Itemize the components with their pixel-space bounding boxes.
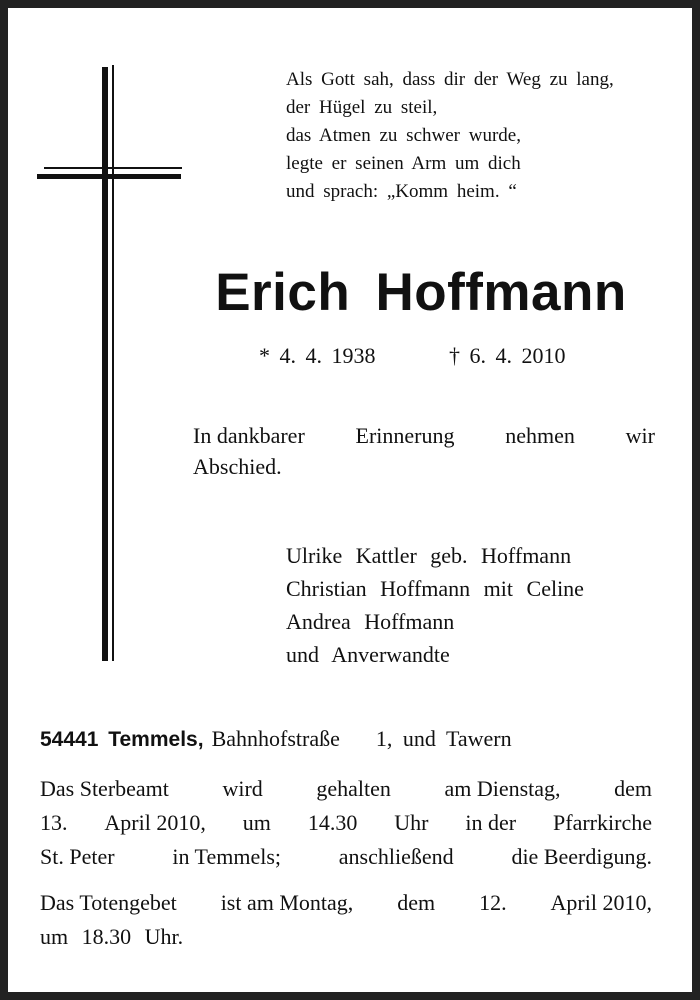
funeral-word: St. Peter (40, 844, 115, 869)
funeral-word: 14.30 (307, 810, 358, 835)
funeral-info (40, 772, 652, 874)
prayer-word: um 18.30 Uhr. (40, 924, 184, 949)
funeral-word: in der (465, 810, 517, 835)
prayer-word: Das Totengebet (40, 890, 177, 915)
prayer-info (40, 886, 652, 954)
address-place: 54441 Temmels, (40, 728, 204, 751)
poem-line: legte er seinen Arm um dich (286, 153, 521, 174)
funeral-word: die Beerdigung. (511, 844, 652, 869)
funeral-word: April 2010, (104, 810, 206, 835)
thanks-word: wir (625, 423, 655, 448)
poem-line: das Atmen zu schwer wurde, (286, 125, 521, 146)
funeral-word: in Temmels; (172, 844, 282, 869)
family-member: Ulrike Kattler geb. Hoffmann (286, 543, 572, 568)
address (40, 726, 512, 752)
poem-line: der Hügel zu steil, (286, 97, 438, 118)
family-member: Christian Hoffmann mit Celine (286, 576, 584, 601)
funeral-word: 13. (40, 810, 68, 835)
birth-date: * 4. 4. 1938 (259, 343, 376, 368)
address-street: Bahnhofstraße (211, 726, 340, 751)
prayer-word: ist am Montag, (220, 890, 354, 915)
poem-line: und sprach: „Komm heim. “ (286, 181, 517, 202)
thanks-text (193, 420, 655, 482)
family-member: und Anverwandte (286, 642, 450, 667)
thanks-line: Abschied. (193, 454, 282, 479)
address-rest: 1, und Tawern (375, 726, 512, 751)
family-member: Andrea Hoffmann (286, 609, 455, 634)
death-date: † 6. 4. 2010 (449, 343, 566, 368)
funeral-word: um (242, 810, 271, 835)
thanks-word: Erinnerung (355, 423, 455, 448)
poem-line: Als Gott sah, dass dir der Weg zu lang, (286, 69, 614, 90)
thanks-word: In dankbarer (193, 423, 305, 448)
prayer-word: April 2010, (550, 890, 652, 915)
funeral-word: Pfarrkirche (553, 810, 652, 835)
funeral-word: am Dienstag, (444, 776, 561, 801)
deceased-name: Erich Hoffmann (215, 263, 627, 322)
funeral-word: wird (222, 776, 263, 801)
funeral-word: dem (614, 776, 652, 801)
poem (286, 66, 614, 206)
funeral-word: Uhr (394, 810, 429, 835)
thanks-word: nehmen (505, 423, 575, 448)
funeral-word: Das Sterbeamt (40, 776, 169, 801)
prayer-word: dem (397, 890, 436, 915)
funeral-word: anschließend (338, 844, 454, 869)
funeral-word: gehalten (316, 776, 391, 801)
family-list (286, 539, 584, 671)
prayer-word: 12. (479, 890, 507, 915)
